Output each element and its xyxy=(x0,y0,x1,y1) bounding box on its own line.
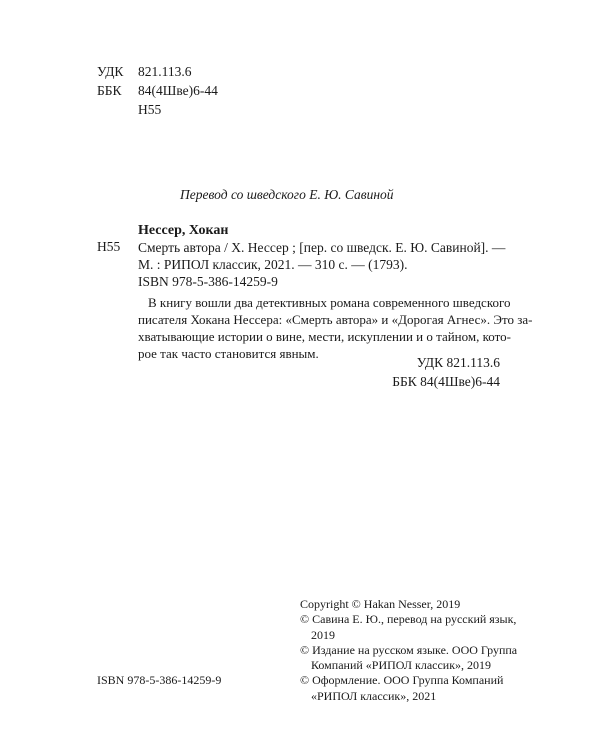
copyright-line: Компаний «РИПОЛ классик», 2019 xyxy=(311,658,492,673)
copyright-block xyxy=(300,597,517,704)
copyright-line: 2019 xyxy=(311,627,335,642)
udk-label: УДК xyxy=(97,64,124,79)
copyright-line: Copyright © Hakan Nesser, 2019 xyxy=(300,597,461,611)
bbk-label: ББК xyxy=(97,83,122,98)
copyright-line: © Издание на русском языке. ООО Группа xyxy=(300,642,518,657)
copyright-line: © Савина Е. Ю., перевод на русский язык, xyxy=(300,612,517,627)
cutter-value: Н55 xyxy=(138,102,162,117)
bib-line-title: Смерть автора / Х. Нессер ; [пер. со шведск. Е. Ю. Савиной]. — xyxy=(138,240,506,255)
bib-line-isbn: ISBN 978-5-386-14259-9 xyxy=(138,274,278,289)
bibliographic-description xyxy=(138,239,505,290)
bbk-value: 84(4Шве)6-44 xyxy=(138,83,218,98)
udk-row xyxy=(97,62,218,81)
bbk-row xyxy=(97,81,218,100)
cutter-row xyxy=(97,100,218,119)
annotation-line: В книгу вошли два детективных романа современного шведского xyxy=(148,295,511,310)
udk-right: УДК 821.113.6 xyxy=(416,355,500,370)
classification-right xyxy=(0,353,500,391)
author-heading: Нессер, Хокан xyxy=(138,223,229,238)
annotation-line: хватывающие истории о вине, мести, искуплении и о тайном, кото- xyxy=(138,329,511,344)
udk-value: 821.113.6 xyxy=(138,64,192,79)
annotation-line: писателя Хокана Нессера: «Смерть автора» и «Дорогая Агнес». Это за- xyxy=(138,312,533,327)
catalog-cutter-mark: Н55 xyxy=(97,239,121,254)
classification-block xyxy=(97,62,218,119)
bbk-right: ББК 84(4Шве)6-44 xyxy=(392,374,500,389)
bib-line-publisher: М. : РИПОЛ классик, 2021. — 310 с. — (1793). xyxy=(138,257,408,272)
annotation-line: рое так часто становится явным. xyxy=(138,346,319,361)
translation-note: Перевод со шведского Е. Ю. Савиной xyxy=(180,187,394,202)
isbn-bottom: ISBN 978-5-386-14259-9 xyxy=(97,673,222,687)
annotation xyxy=(138,294,533,362)
copyright-line: © Оформление. ООО Группа Компаний xyxy=(300,673,504,688)
copyright-line: «РИПОЛ классик», 2021 xyxy=(311,688,437,703)
